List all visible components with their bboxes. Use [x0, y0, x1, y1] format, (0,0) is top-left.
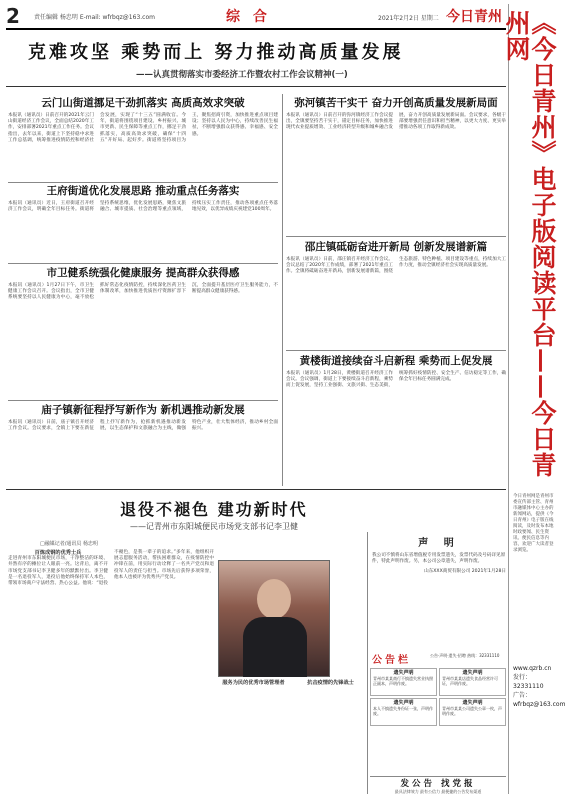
bottom-ad-title: 发公告 找党报 [400, 779, 476, 789]
feature-subhead-3: 抗击疫情的先锋战士 [307, 680, 354, 686]
article-title: 市卫健系统强化健康服务 提高群众获得感 [46, 267, 240, 279]
article-title: 云门山街道挪足干劲抓落实 高质高效求突破 [41, 97, 245, 109]
banner-subhead: ——认真贯彻落实市委经济工作暨农村工作会议精神(一) [136, 70, 348, 80]
article-wangfu [8, 184, 278, 262]
brand-logo: 今日青州 [446, 9, 502, 25]
article-miaozi [8, 403, 278, 485]
side-contact [513, 664, 565, 709]
classified-ad: 遗失声明 青州市某某店遗失食品经营许可证，声明作废。 [439, 668, 506, 696]
divider [286, 350, 506, 351]
feature-subhead-1: 百炼成钢的优秀士兵 [34, 550, 82, 556]
side-email[interactable]: wfrbqz@163.com [513, 701, 565, 708]
editor-info: 责任编辑 杨忠明 E-mail: wfrbqz@163.com [34, 14, 155, 21]
article-health [8, 266, 278, 398]
divider [8, 400, 278, 401]
side-promo-text: 今日青州网是青州市委宣传部主管、青州市融媒体中心主办的新闻网站，提供《今日青州》电子版在线阅读，及时发布本地时政要闻、民生资讯、便民信息等内容，欢迎广大读者登录浏览。 [513, 494, 554, 553]
page-number: 2 [6, 4, 20, 28]
article-title: 庙子镇新征程抒写新作为 新机遇推动新发展 [41, 404, 245, 416]
divider [286, 236, 506, 237]
classified-ad: 遗失声明 青州市某某公司遗失公章一枚，声明作废。 [439, 698, 506, 726]
article-title: 王府街道优化发展思路 推动重点任务落实 [46, 185, 240, 197]
banner-headline: 克难攻坚 乘势而上 努力推动高质量发展 [28, 42, 404, 63]
masthead [6, 4, 506, 30]
divider [6, 86, 506, 87]
notice-box [372, 534, 506, 646]
side-url[interactable]: www.qzrb.cn [513, 665, 552, 672]
feature-subhead: ——记青州市东阳城便民市场党支部书记李卫健 [130, 522, 298, 531]
article-body: 本报讯（通讯员）近日，王府街道召开经济工作会议，明确全年目标任务。街道将坚持系统思维，优化发展思路，聚焦文旅融合、城市提质、社会治理等重点领域，持续压实工作责任，推动各项重点任务落地见效，以优异成绩庆祝建党100周年。 [8, 201, 278, 213]
side-label: 发行： [513, 674, 532, 681]
column-divider [282, 94, 283, 486]
bulletin-hotline: 公告·声明·遗失·招聘 热线：32331110 [430, 653, 500, 658]
article-title: 弥河镇苦干实干 奋力开创高质量发展新局面 [294, 97, 498, 109]
article-mihe [286, 96, 506, 234]
article-body: 本报讯（通讯员）日前召开的2021年云门山街道经济工作会议，全面总结2020年工作，安排部署2021年重点工作任务。会议指出，去年以来，街道上下坚持稳中求进工作总基调，统筹推进疫情防控和经济社会发展，实现了“十三五”圆满收官。今年，街道将围绕项目建设、乡村振兴、城市更新、民生保障等重点工作，挪足干劲抓落实，高质高效求突破，确保“十四五”开好局、起好步。街道将坚持项目为王，聚焦招商引资，加快推进重点项目建设；坚持以人民为中心，持续改善民生福祉，不断增强群众获得感、幸福感、安全感。 [8, 113, 278, 143]
section-name: 综 合 [226, 9, 271, 25]
notice-text: 我公司不慎将山东省增值税专用发票遗失，发票代码及号码详见原件，特此声明作废。另，本公司公章遗失，声明作废。 [372, 553, 506, 565]
side-phone: 32331110 [513, 683, 544, 690]
notice-signature: 山东XXX商贸有限公司 2021年1月28日 [424, 568, 506, 574]
article-title: 邵庄镇砥砺奋进开新局 创新发展谱新篇 [304, 241, 488, 253]
notice-title: 声 明 [418, 538, 460, 549]
feature-headline: 退役不褪色 建功新时代 [120, 500, 308, 519]
divider [8, 182, 278, 183]
classified-ad: 遗失声明 本人不慎遗失身份证一张，声明作废。 [370, 698, 437, 726]
article-body: 本报讯（通讯员）日前，邵庄镇召开经济工作会议。会议总结了2020年工作成绩，部署了2021年重点工作。全镇将砥砺奋进开新局，创新发展谱新篇，围绕生态旅游、特色种植、项目建设等重点，持续加大工作力度，推动全镇经济社会实现高质量发展。 [286, 257, 506, 275]
article-huanglou [286, 354, 506, 486]
article-title: 黄楼街道接续奋斗启新程 乘势而上促发展 [299, 355, 493, 367]
issue-date: 2021年2月2日 星期二 [378, 15, 439, 22]
article-shaozhuang [286, 240, 506, 348]
photo-coat [243, 617, 307, 677]
column-divider [367, 532, 368, 794]
side-label: 广告： [513, 692, 532, 699]
article-body: 本报讯（通讯员）1月27日下午，市卫生健康工作会议召开。会议指出，全市卫健系统要坚持以人民健康为中心，毫不放松抓好常态化疫情防控，持续深化医药卫生体制改革，加快推进优质医疗资源扩容下沉，全面提升基层医疗卫生服务能力，不断提高群众健康获得感。 [8, 283, 278, 301]
headline-banner [6, 34, 506, 90]
feature-byline: □融媒记者/通讯员 杨忠明 [40, 541, 98, 547]
article-body: 本报讯（通讯员）日前召开的弥河镇经济工作会议提出，全镇要坚持苦干实干，锚定目标任务，加快推进现代农业提质增效、工业经济转型升级和城乡融合发展，奋力开创高质量发展新局面。会议要求，各级干部要增强责任意识和担当精神，以更大力度、更实举措推动各项工作取得新成效。 [286, 113, 506, 131]
divider [6, 489, 506, 490]
side-promo-title: 《今日青州》电子版阅读平台——今日青州网 [502, 10, 557, 478]
bulletin-title: 公告栏 [372, 655, 411, 666]
side-promo [502, 4, 565, 794]
bottom-ad-banner [370, 776, 506, 794]
classified-ad: 遗失声明 青州市某某商行不慎遗失营业执照正副本，声明作废。 [370, 668, 437, 696]
photo-face [257, 579, 291, 619]
article-body: 本报讯（通讯员）日前，庙子镇召开经济工作会议。会议要求，全镇上下要在新征程上抒写新作为，抢抓新机遇推动新发展，以生态保护和文旅融合为主线，做强特色产业，壮大集体经济，推动乡村全面振兴。 [8, 420, 278, 432]
bottom-ad-subtitle: 最具法律效力 最有公信力 最便捷的公告发布渠道 [394, 789, 482, 794]
article-yunmenshan [8, 96, 278, 180]
feature-body: 走进青州市东阳城便民市场，干净整洁的环境、井然有序的摊位让人眼前一亮。这背后，离不开市场党支部书记李卫健多年的默默付出。李卫健是一名退役军人，退役后他始终保持军人本色，带领市场商户守法经营、热心公益。他说：“退役不褪色，是我一辈子的追求。”多年来，他组织开展志愿服务活动，帮扶困难群众，在疫情防控中冲锋在前，用实际行动诠释了一名共产党员和退役军人的责任与担当。市场先后获得多项荣誉，他本人也被评为优秀共产党员。 [8, 550, 214, 587]
feature-subhead-2: 服务为民的优秀市场管理者 [222, 680, 285, 686]
feature-body-middle [218, 680, 366, 790]
portrait-photo [218, 560, 330, 677]
classified-ads [370, 668, 506, 726]
bulletin-header [370, 650, 506, 666]
divider [8, 263, 278, 264]
feature-body-left [8, 550, 214, 790]
article-body: 本报讯（通讯员）1月28日，黄楼街道召开经济工作会议。会议强调，街道上下要接续奋斗启新程，乘势而上促发展，坚持工业强街、文旅兴街、生态美街，统筹抓好疫情防控、安全生产、信访稳定等工作，确保全年目标任务圆满完成。 [286, 371, 506, 389]
